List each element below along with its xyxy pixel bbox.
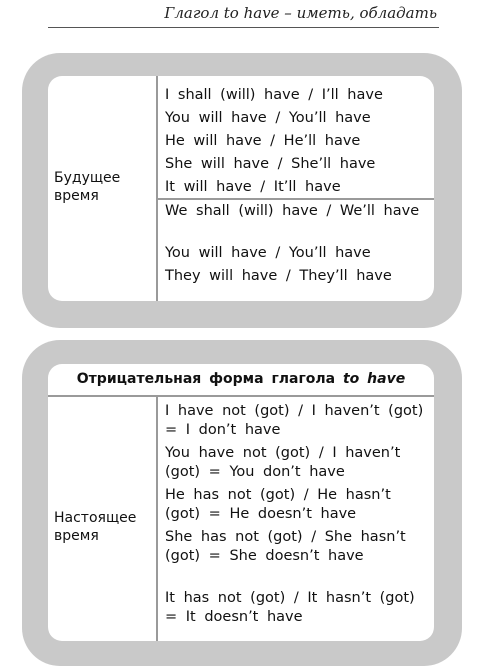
negative-row-5: It has not (got) / It hasn’t (got) = It doesn’t have xyxy=(165,590,415,625)
future-tense-panel xyxy=(22,53,462,328)
page-header xyxy=(0,0,487,30)
header-rule xyxy=(48,27,439,28)
future-plural-line-1: We shall (will) have / We’ll have xyxy=(165,203,420,219)
future-singular-line-1: I shall (will) have / I’ll have xyxy=(165,87,383,103)
future-tense-table xyxy=(48,76,434,301)
negative-row-4: She has not (got) / She hasn’t (got) = She doesn’t have xyxy=(165,529,406,564)
future-singular-line-4: She will have / She’ll have xyxy=(165,156,376,172)
title-divider xyxy=(48,395,434,397)
row-label-future-text: Будущее время xyxy=(54,170,121,204)
future-singular-line-3: He will have / He’ll have xyxy=(165,133,361,149)
row-label-present xyxy=(54,509,136,545)
negative-form-title-emphasis: to have xyxy=(342,371,406,387)
row-divider xyxy=(156,198,434,200)
future-plural-line-3: They will have / They’ll have xyxy=(165,268,392,284)
negative-row-3: He has not (got) / He hasn’t (got) = He doesn’t have xyxy=(165,487,391,522)
negative-form-panel xyxy=(22,340,462,666)
negative-row-1: I have not (got) / I haven’t (got) = I don’t have xyxy=(165,403,424,438)
column-divider xyxy=(156,76,158,301)
future-singular-line-5: It will have / It’ll have xyxy=(165,179,341,195)
negative-form-table xyxy=(48,364,434,641)
negative-form-title xyxy=(48,364,434,395)
negative-row-2: You have not (got) / I haven’t (got) = You don’t have xyxy=(165,445,401,480)
future-singular-line-2: You will have / You’ll have xyxy=(165,110,371,126)
row-label-present-text: Настоящее время xyxy=(54,510,137,544)
column-divider xyxy=(156,397,158,641)
row-label-future xyxy=(54,169,120,205)
page-title: Глагол to have – иметь, обладать xyxy=(164,4,437,22)
negative-form-title-text: Отрицательная форма глагола xyxy=(76,371,336,387)
future-plural-line-2: You will have / You’ll have xyxy=(165,245,371,261)
